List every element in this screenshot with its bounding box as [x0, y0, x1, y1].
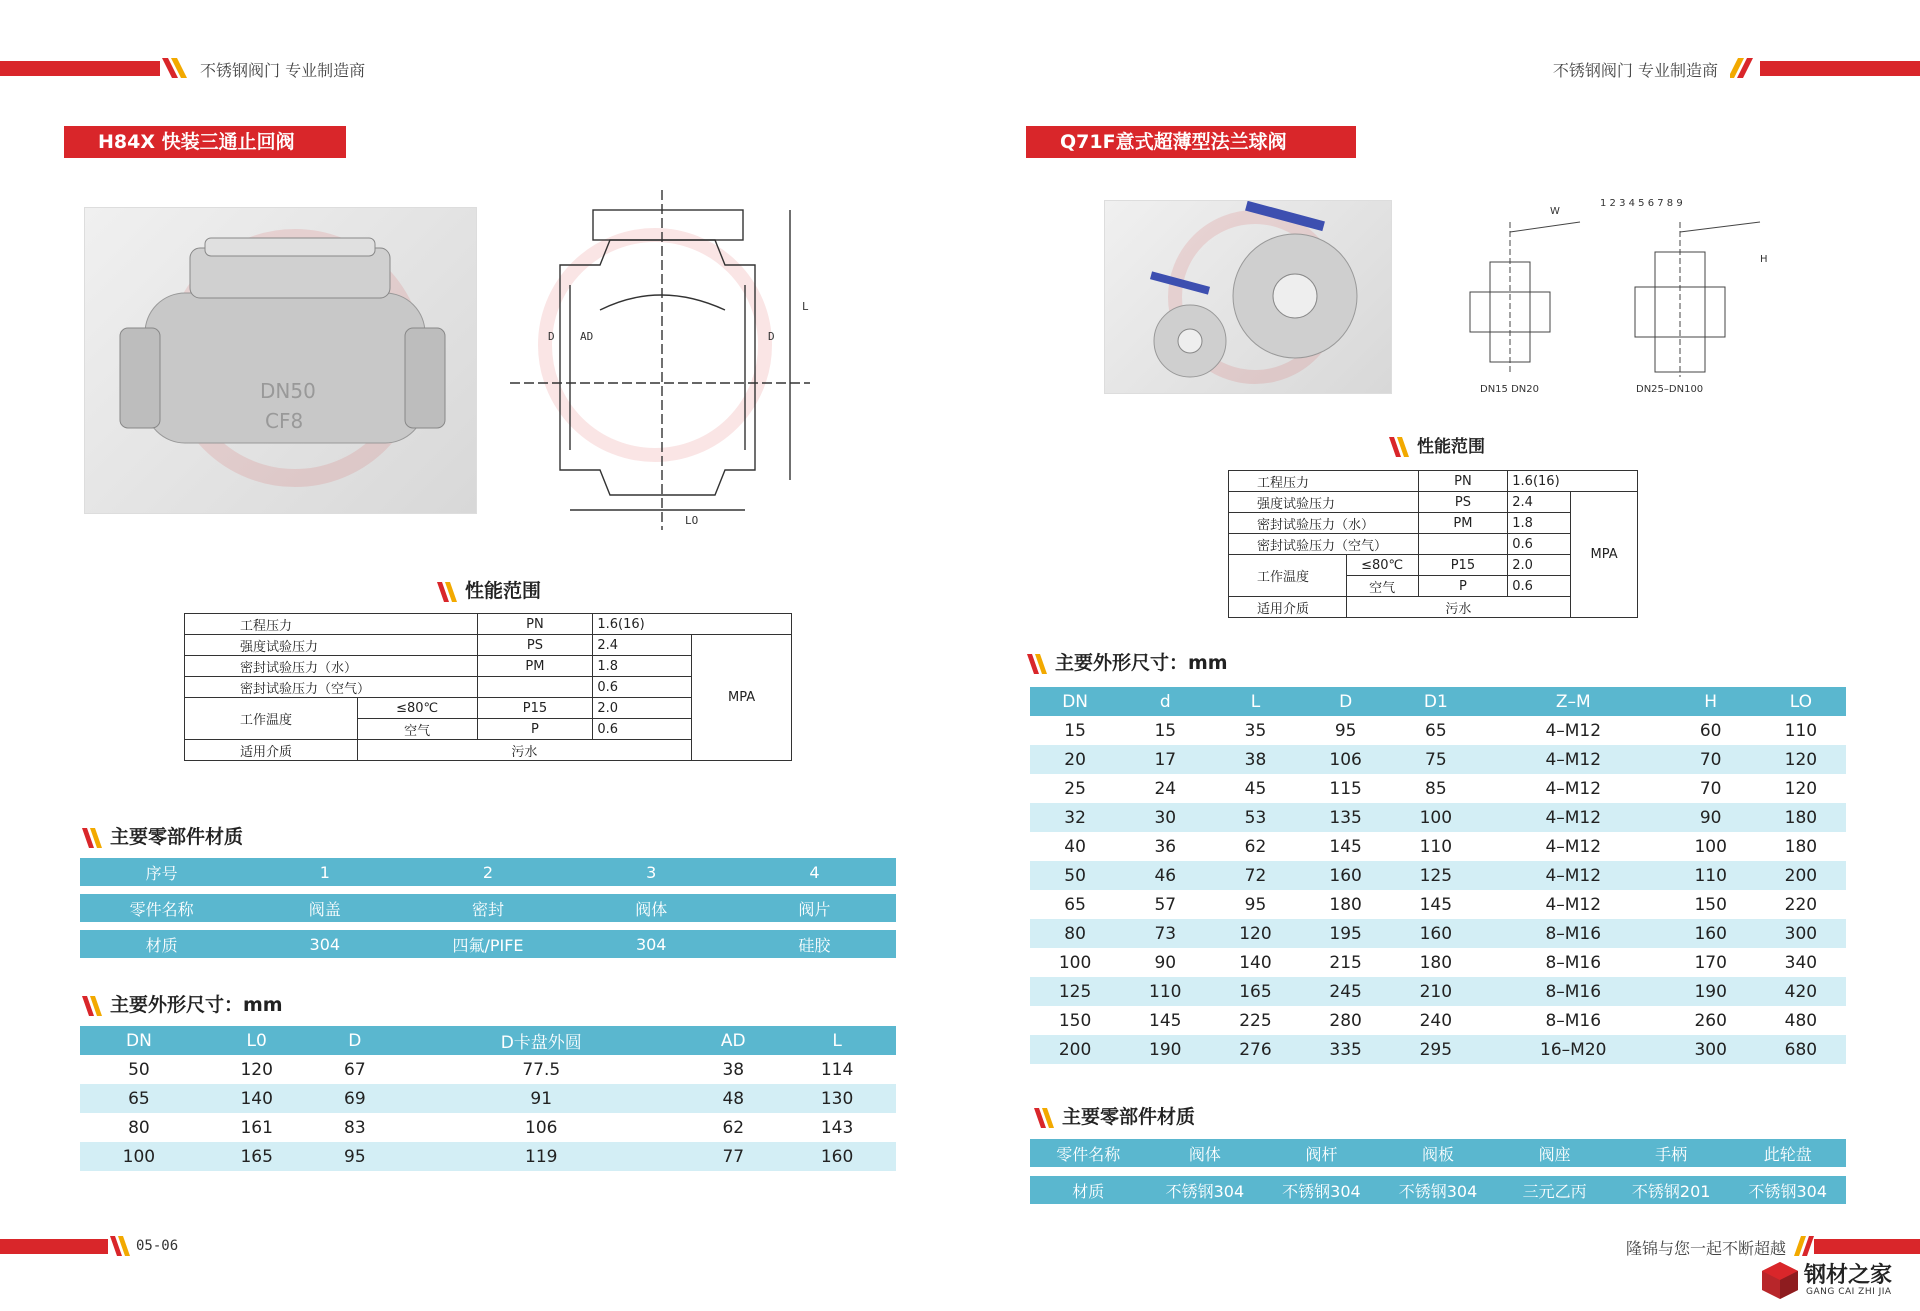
- perf-code: PM: [1418, 513, 1508, 534]
- perf-code: PN: [1418, 471, 1508, 492]
- mat-cell: 三元乙丙: [1522, 1181, 1587, 1201]
- mat-cell: 不锈钢304: [1165, 1181, 1245, 1201]
- stripe-icon: [80, 828, 104, 848]
- svg-text:DN25–DN100: DN25–DN100: [1636, 384, 1704, 395]
- table-cell: 110: [1149, 981, 1182, 1002]
- left-dims-title-text: 主要外形尺寸：mm: [110, 994, 283, 1016]
- table-cell: 114: [820, 1059, 854, 1080]
- table-cell: 40: [1064, 836, 1086, 857]
- svg-text:AD: AD: [580, 330, 594, 343]
- mat-cell: 阀体: [635, 899, 668, 919]
- left-materials-title-text: 主要零部件材质: [110, 826, 244, 848]
- table-cell: 65: [1064, 894, 1086, 915]
- table-cell: 69: [344, 1088, 366, 1109]
- table-cell: 25: [1064, 778, 1086, 799]
- table-cell: 32: [1064, 807, 1086, 828]
- table-cell: 100: [1419, 807, 1453, 828]
- left-product-title: H84X 快装三通止回阀: [64, 126, 346, 158]
- cube-logo-icon: [1760, 1260, 1800, 1300]
- table-cell: 135: [1329, 807, 1362, 828]
- perf-label: 强度试验压力: [185, 635, 478, 656]
- table-cell: 57: [1154, 894, 1177, 915]
- column-header: D卡盘外圆: [500, 1033, 582, 1053]
- table-header-row: [1030, 687, 1846, 716]
- table-cell: 80: [128, 1117, 150, 1138]
- mat-cell: 材质: [145, 935, 178, 955]
- svg-text:L: L: [802, 300, 809, 313]
- table-cell: 180: [1419, 952, 1453, 973]
- table-cell: 100: [1058, 952, 1092, 973]
- mat-cell: 序号: [145, 863, 178, 883]
- perf-row: [1229, 492, 1638, 513]
- table-row: [1030, 861, 1846, 890]
- drawing-dimension-labels: [548, 300, 809, 527]
- stripe-icon: [80, 996, 104, 1016]
- table-cell: 100: [122, 1146, 156, 1167]
- table-row: [80, 1142, 896, 1171]
- table-cell: 60: [1699, 720, 1722, 741]
- svg-text:LO: LO: [685, 514, 699, 527]
- left-dimensions-table: [80, 1026, 896, 1171]
- header-left-text: 不锈钢阀门 专业制造商: [200, 61, 366, 80]
- table-cell: 4–M12: [1545, 749, 1602, 770]
- table-row: [1030, 919, 1846, 948]
- table-cell: 220: [1784, 894, 1818, 915]
- table-cell: 190: [1694, 981, 1727, 1002]
- perf-row: [185, 635, 792, 656]
- svg-text:H: H: [1760, 254, 1768, 265]
- svg-text:DN15 DN20: DN15 DN20: [1480, 384, 1539, 395]
- table-cell: 145: [1329, 836, 1362, 857]
- left-materials-row-index: [80, 858, 896, 886]
- column-header: H: [1704, 691, 1718, 712]
- table-cell: 180: [1329, 894, 1362, 915]
- table-cell: 46: [1154, 865, 1177, 886]
- table-cell: 8–M16: [1545, 1010, 1602, 1031]
- mat-cell: 零件名称: [129, 899, 194, 919]
- right-materials-title: [1032, 1102, 1195, 1129]
- table-cell: 215: [1329, 952, 1362, 973]
- column-header: DN: [125, 1030, 152, 1051]
- table-cell: 65: [1425, 720, 1447, 741]
- table-cell: 130: [820, 1088, 854, 1109]
- table-cell: 150: [1694, 894, 1727, 915]
- table-cell: 340: [1784, 952, 1818, 973]
- table-cell: 36: [1154, 836, 1177, 857]
- table-cell: 77.5: [522, 1059, 561, 1080]
- table-cell: 70: [1699, 749, 1722, 770]
- table-cell: 120: [1784, 749, 1818, 770]
- table-cell: 4–M12: [1545, 865, 1602, 886]
- footer-red-bar-right: [1814, 1239, 1920, 1254]
- table-cell: 77: [722, 1146, 745, 1167]
- table-cell: 110: [1419, 836, 1453, 857]
- perf-unit: MPA: [1571, 492, 1638, 618]
- table-row: [1030, 977, 1846, 1006]
- perf-label: 密封试验压力（水）: [185, 656, 478, 677]
- table-cell: 90: [1699, 807, 1722, 828]
- footer-logo: [1760, 1258, 1916, 1302]
- table-cell: 125: [1419, 865, 1453, 886]
- right-dims-title-text: 主要外形尺寸：mm: [1055, 652, 1228, 674]
- svg-text:1 2 3 4 5 6 7 8 9: 1 2 3 4 5 6 7 8 9: [1600, 198, 1683, 209]
- right-dimensions-table: [1030, 687, 1846, 1064]
- left-materials-title: [80, 822, 243, 849]
- svg-text:DN50: DN50: [260, 379, 316, 403]
- footer-stripes-left: [108, 1236, 130, 1256]
- table-cell: 260: [1694, 1010, 1727, 1031]
- table-cell: 160: [1694, 923, 1727, 944]
- table-cell: 295: [1419, 1039, 1453, 1060]
- column-header: AD: [720, 1030, 746, 1051]
- perf-temp: 空气: [357, 719, 477, 740]
- table-cell: 17: [1154, 749, 1177, 770]
- mat-cell: 手柄: [1655, 1144, 1688, 1164]
- mat-cell: 阀盖: [308, 899, 341, 919]
- column-header: LO: [1789, 691, 1812, 712]
- table-cell: 335: [1329, 1039, 1362, 1060]
- footer-stripes-right: [1792, 1236, 1814, 1256]
- mat-cell: 3: [646, 862, 657, 882]
- mat-cell: 不锈钢304: [1748, 1181, 1828, 1201]
- table-cell: 120: [1784, 778, 1818, 799]
- left-technical-drawing: [510, 190, 890, 545]
- perf-value: 2.0: [1508, 555, 1571, 576]
- table-row: [1030, 832, 1846, 861]
- mat-cell: 阀片: [798, 899, 831, 919]
- table-row: [80, 1055, 896, 1084]
- table-cell: 680: [1784, 1039, 1818, 1060]
- mat-cell: 2: [482, 862, 494, 882]
- column-header: L0: [246, 1030, 267, 1051]
- table-cell: 8–M16: [1545, 923, 1602, 944]
- perf-code: [477, 677, 593, 698]
- perf-row: [1229, 471, 1638, 492]
- mat-cell: 不锈钢201: [1631, 1181, 1711, 1201]
- table-cell: 140: [1239, 952, 1272, 973]
- left-perf-title: [435, 576, 541, 603]
- table-row: [1030, 745, 1846, 774]
- table-cell: 15: [1064, 720, 1086, 741]
- table-cell: 420: [1784, 981, 1818, 1002]
- right-product-photo: [1104, 200, 1392, 394]
- table-cell: 200: [1784, 865, 1818, 886]
- table-cell: 200: [1058, 1039, 1092, 1060]
- table-cell: 95: [1334, 720, 1357, 741]
- perf-value: 1.8: [593, 656, 692, 677]
- perf-code: P: [477, 719, 593, 740]
- table-cell: 170: [1694, 952, 1727, 973]
- stripe-icon: [1025, 654, 1049, 674]
- table-row: [1030, 1035, 1846, 1064]
- right-performance-table: [1228, 470, 1638, 618]
- table-cell: 95: [1244, 894, 1267, 915]
- right-perf-title-text: 性能范围: [1417, 437, 1485, 457]
- table-cell: 145: [1149, 1010, 1182, 1031]
- column-header: L: [1250, 691, 1261, 712]
- table-cell: 165: [240, 1146, 273, 1167]
- table-cell: 45: [1244, 778, 1267, 799]
- perf-code: PN: [477, 614, 593, 635]
- footer-red-bar-left: [0, 1239, 108, 1254]
- table-cell: 62: [722, 1117, 745, 1138]
- perf-temp: ≤80℃: [357, 698, 477, 719]
- table-cell: 80: [1064, 923, 1086, 944]
- table-cell: 4–M12: [1545, 894, 1602, 915]
- mat-cell: 304: [635, 934, 667, 954]
- left-perf-title-text: 性能范围: [465, 580, 542, 602]
- table-cell: 35: [1244, 720, 1267, 741]
- column-header: DN: [1062, 691, 1088, 712]
- perf-label: 工作温度: [185, 698, 358, 740]
- table-cell: 210: [1419, 981, 1453, 1002]
- table-cell: 140: [240, 1088, 273, 1109]
- mat-cell: 零件名称: [1056, 1144, 1121, 1164]
- table-row: [1030, 716, 1846, 745]
- table-cell: 15: [1154, 720, 1177, 741]
- mat-cell: 材质: [1072, 1181, 1105, 1201]
- header-red-bar-right: [1760, 61, 1920, 76]
- table-row: [1030, 774, 1846, 803]
- table-cell: 300: [1784, 923, 1818, 944]
- svg-text:CF8: CF8: [265, 409, 304, 433]
- table-cell: 110: [1694, 865, 1727, 886]
- left-materials-row-part: [80, 894, 896, 922]
- table-cell: 120: [1239, 923, 1272, 944]
- perf-label: 密封试验压力（水）: [1229, 513, 1419, 534]
- header-stripes-left: [160, 58, 190, 78]
- table-cell: 30: [1154, 807, 1177, 828]
- perf-value: 0.6: [593, 719, 692, 740]
- table-cell: 120: [240, 1059, 273, 1080]
- perf-temp: ≤80℃: [1346, 555, 1418, 576]
- table-cell: 195: [1329, 923, 1362, 944]
- table-cell: 145: [1419, 894, 1453, 915]
- drawing-dimension-labels: [1480, 198, 1768, 395]
- table-cell: 106: [525, 1117, 558, 1138]
- page-number: 05-06: [136, 1238, 179, 1254]
- stripe-icon: [1387, 437, 1411, 457]
- table-cell: 4–M12: [1545, 836, 1602, 857]
- mat-cell: 1: [319, 862, 330, 882]
- perf-label: 强度试验压力: [1229, 492, 1419, 513]
- header-stripes-right: [1730, 58, 1760, 78]
- perf-value: 污水: [1346, 597, 1570, 618]
- table-cell: 4–M12: [1545, 778, 1602, 799]
- column-header: D: [1339, 691, 1353, 712]
- table-cell: 62: [1244, 836, 1267, 857]
- mat-cell: 阀体: [1188, 1144, 1221, 1164]
- table-cell: 160: [820, 1146, 854, 1167]
- table-row: [1030, 890, 1846, 919]
- check-valve-illustration: [85, 208, 476, 513]
- table-cell: 38: [722, 1059, 745, 1080]
- header-red-bar-left: [0, 61, 160, 76]
- mat-cell: 4: [809, 862, 820, 882]
- table-cell: 72: [1244, 865, 1267, 886]
- column-header: D1: [1423, 691, 1448, 712]
- table-cell: 119: [525, 1146, 558, 1167]
- table-cell: 143: [820, 1117, 854, 1138]
- svg-text:D: D: [548, 330, 555, 343]
- perf-value: 0.6: [1508, 576, 1571, 597]
- perf-code: P15: [1418, 555, 1508, 576]
- table-cell: 83: [344, 1117, 366, 1138]
- table-cell: 73: [1154, 923, 1177, 944]
- perf-value: 0.6: [1508, 534, 1571, 555]
- perf-value: 0.6: [593, 677, 692, 698]
- perf-label: 适用介质: [185, 740, 358, 761]
- stripe-icon: [1032, 1108, 1056, 1128]
- perf-label: 工作温度: [1229, 555, 1347, 597]
- perf-code: P15: [477, 698, 593, 719]
- right-dims-title: [1025, 648, 1228, 675]
- column-header: Z–M: [1555, 691, 1591, 712]
- perf-label: 工程压力: [1229, 471, 1419, 492]
- right-materials-title-text: 主要零部件材质: [1062, 1106, 1196, 1128]
- table-cell: 8–M16: [1545, 981, 1602, 1002]
- svg-text:W: W: [1550, 206, 1560, 217]
- table-cell: 115: [1329, 778, 1362, 799]
- perf-label: 密封试验压力（空气）: [1229, 534, 1419, 555]
- table-cell: 48: [722, 1088, 745, 1109]
- perf-value: 1.6(16): [593, 614, 792, 635]
- table-cell: 125: [1058, 981, 1092, 1002]
- perf-value: 1.6(16): [1508, 471, 1638, 492]
- table-cell: 20: [1064, 749, 1086, 770]
- table-cell: 280: [1329, 1010, 1362, 1031]
- table-cell: 225: [1239, 1010, 1272, 1031]
- perf-value: 2.4: [1508, 492, 1571, 513]
- table-cell: 180: [1784, 807, 1818, 828]
- table-cell: 165: [1239, 981, 1272, 1002]
- column-header: L: [832, 1030, 842, 1051]
- logo-en-text: GANG CAI ZHI JIA: [1806, 1287, 1892, 1297]
- table-cell: 50: [1064, 865, 1086, 886]
- table-cell: 8–M16: [1545, 952, 1602, 973]
- perf-code: PM: [477, 656, 593, 677]
- perf-row: [185, 614, 792, 635]
- right-product-title: Q71F意式超薄型法兰球阀: [1026, 126, 1356, 158]
- table-cell: 53: [1244, 807, 1267, 828]
- perf-code: [1418, 534, 1508, 555]
- column-header: d: [1159, 691, 1171, 712]
- mat-cell: 阀座: [1538, 1144, 1571, 1164]
- table-cell: 38: [1244, 749, 1267, 770]
- mat-cell: 四氟/PIFE: [452, 935, 524, 955]
- table-cell: 67: [344, 1059, 366, 1080]
- table-cell: 91: [530, 1088, 553, 1109]
- table-cell: 160: [1329, 865, 1362, 886]
- table-cell: 190: [1149, 1039, 1182, 1060]
- table-cell: 75: [1425, 749, 1447, 770]
- table-row: [1030, 803, 1846, 832]
- perf-temp: 空气: [1346, 576, 1418, 597]
- table-cell: 245: [1329, 981, 1362, 1002]
- table-row: [80, 1084, 896, 1113]
- table-cell: 240: [1419, 1010, 1453, 1031]
- table-cell: 180: [1784, 836, 1818, 857]
- right-technical-drawing: [1430, 192, 1770, 402]
- stripe-icon: [435, 582, 459, 602]
- perf-value: 污水: [357, 740, 691, 761]
- logo-cn-text: 钢材之家: [1804, 1263, 1893, 1288]
- perf-label: 适用介质: [1229, 597, 1347, 618]
- perf-code: P: [1418, 576, 1508, 597]
- svg-text:D: D: [768, 330, 775, 343]
- table-cell: 85: [1425, 778, 1447, 799]
- mat-cell: 不锈钢304: [1282, 1181, 1361, 1201]
- left-performance-table: [184, 613, 792, 761]
- left-dims-title: [80, 990, 283, 1017]
- perf-value: 1.8: [1508, 513, 1571, 534]
- table-cell: 65: [128, 1088, 150, 1109]
- table-cell: 276: [1239, 1039, 1272, 1060]
- header-right-text: 不锈钢阀门 专业制造商: [1552, 61, 1718, 80]
- table-cell: 106: [1329, 749, 1362, 770]
- table-cell: 160: [1419, 923, 1453, 944]
- table-cell: 4–M12: [1545, 720, 1602, 741]
- column-header: D: [348, 1030, 362, 1051]
- left-materials-row-material: [80, 930, 896, 958]
- table-cell: 110: [1784, 720, 1818, 741]
- right-materials-row-material: [1030, 1176, 1846, 1204]
- table-row: [80, 1113, 896, 1142]
- table-cell: 480: [1784, 1010, 1818, 1031]
- mat-cell: 阀杆: [1305, 1144, 1338, 1164]
- mat-cell: 304: [309, 934, 341, 954]
- mat-cell: 阀板: [1422, 1144, 1455, 1164]
- table-cell: 70: [1699, 778, 1722, 799]
- table-cell: 90: [1154, 952, 1177, 973]
- mat-cell: 此轮盘: [1763, 1144, 1812, 1164]
- table-cell: 150: [1058, 1010, 1092, 1031]
- table-cell: 95: [344, 1146, 366, 1167]
- table-cell: 300: [1694, 1039, 1727, 1060]
- mat-cell: 不锈钢304: [1398, 1181, 1478, 1201]
- table-cell: 24: [1154, 778, 1177, 799]
- ball-valve-illustration: [1105, 201, 1391, 393]
- mat-cell: 硅胶: [798, 935, 831, 955]
- perf-code: PS: [1418, 492, 1508, 513]
- left-product-photo: [84, 207, 477, 514]
- perf-code: PS: [477, 635, 593, 656]
- perf-value: 2.0: [593, 698, 692, 719]
- right-perf-title: [1387, 432, 1485, 457]
- table-row: [1030, 948, 1846, 977]
- perf-unit: MPA: [692, 635, 792, 761]
- table-cell: 161: [240, 1117, 273, 1138]
- footer-slogan: 隆锦与您一起不断超越: [1625, 1239, 1786, 1258]
- perf-label: 密封试验压力（空气）: [185, 677, 478, 698]
- perf-label: 工程压力: [185, 614, 478, 635]
- perf-value: 2.4: [593, 635, 692, 656]
- table-cell: 100: [1694, 836, 1727, 857]
- table-cell: 50: [128, 1059, 150, 1080]
- table-cell: 4–M12: [1545, 807, 1602, 828]
- mat-cell: 密封: [472, 899, 505, 919]
- table-row: [1030, 1006, 1846, 1035]
- table-header-row: [80, 1026, 896, 1055]
- right-materials-row-part: [1030, 1139, 1846, 1167]
- table-cell: 16–M20: [1540, 1039, 1607, 1060]
